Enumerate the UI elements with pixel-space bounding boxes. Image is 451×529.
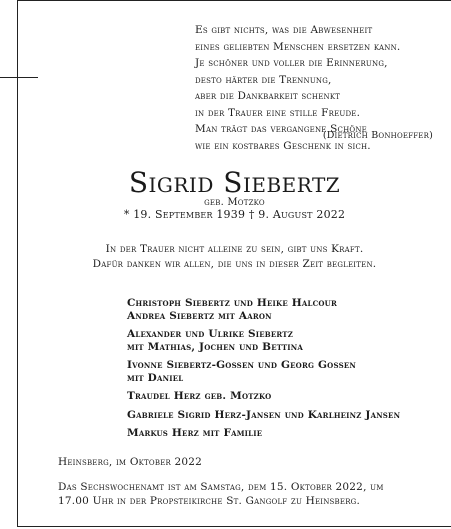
frame-bottom-border <box>17 526 451 527</box>
quote-line: eines geliebten Menschen ersetzen kann. <box>195 40 401 53</box>
quote-line: wie ein kostbares Geschenk in sich. <box>195 139 371 152</box>
mourner-line: mit Mathias, Jochen und Bettina <box>127 340 304 353</box>
quote-author: (Dietrich Bonhoeffer) <box>322 130 433 141</box>
mourner-line: Ivonne Siebertz-Gossen und Georg Gossen <box>127 359 356 371</box>
quote-line: in der Trauer eine stille Freude. <box>195 106 361 119</box>
quote-line: Je schöner und voller die Erinnerung, <box>195 57 388 69</box>
mourner-line: Christoph Siebertz und Heike Halcour <box>127 297 337 309</box>
mourner-entry <box>127 427 447 440</box>
notice-line: Das Sechswochenamt ist am Samstag, dem 15. Oktober 2022, um <box>58 481 384 493</box>
cross-mark <box>0 77 38 78</box>
life-dates: * 19. September 1939 † 9. August 2022 <box>123 208 346 221</box>
mourner-line: Markus Herz mit Familie <box>127 427 263 439</box>
service-notice <box>58 480 443 508</box>
mourner-line: mit Daniel <box>127 371 184 384</box>
mourner-line: Andrea Siebertz mit Aaron <box>127 309 272 322</box>
mourner-entry <box>127 359 447 384</box>
quote-line: Es gibt nichts, was die Abwesenheit <box>195 24 373 36</box>
place-date: Heinsberg, im Oktober 2022 <box>58 456 203 468</box>
quote-line: desto härter die Trennung, <box>195 73 332 86</box>
thanks-line: In der Trauer nicht alleine zu sein, gibt uns Kraft. <box>105 243 364 255</box>
deceased-name: Sigrid Siebertz <box>128 166 341 199</box>
notice-line: 17.00 Uhr in der Propsteikirche St. Gangolf zu Heinsberg. <box>58 495 360 507</box>
mourner-line: Gabriele Sigrid Herz-Jansen und Karlheinz Jansen <box>127 408 401 421</box>
frame-top-border <box>17 0 451 1</box>
quote-line: Man trägt das vergangene Schöne <box>195 123 367 135</box>
mourner-entry <box>127 409 447 422</box>
mourner-entry <box>127 328 447 353</box>
quote-line: aber die Dankbarkeit schenkt <box>195 90 341 102</box>
birth-name: geb. Motzko <box>204 197 265 208</box>
thanks-line: Dafür danken wir allen, die uns in dieser Zeit begleiten. <box>92 258 377 270</box>
mourner-line: Traudel Herz geb. Motzko <box>127 390 272 402</box>
mourner-line: Alexander und Ulrike Siebertz <box>127 328 294 340</box>
thanks-text <box>18 242 451 272</box>
mourner-entry <box>127 390 447 403</box>
mourner-entry <box>127 297 447 322</box>
mourners-list <box>127 297 447 446</box>
